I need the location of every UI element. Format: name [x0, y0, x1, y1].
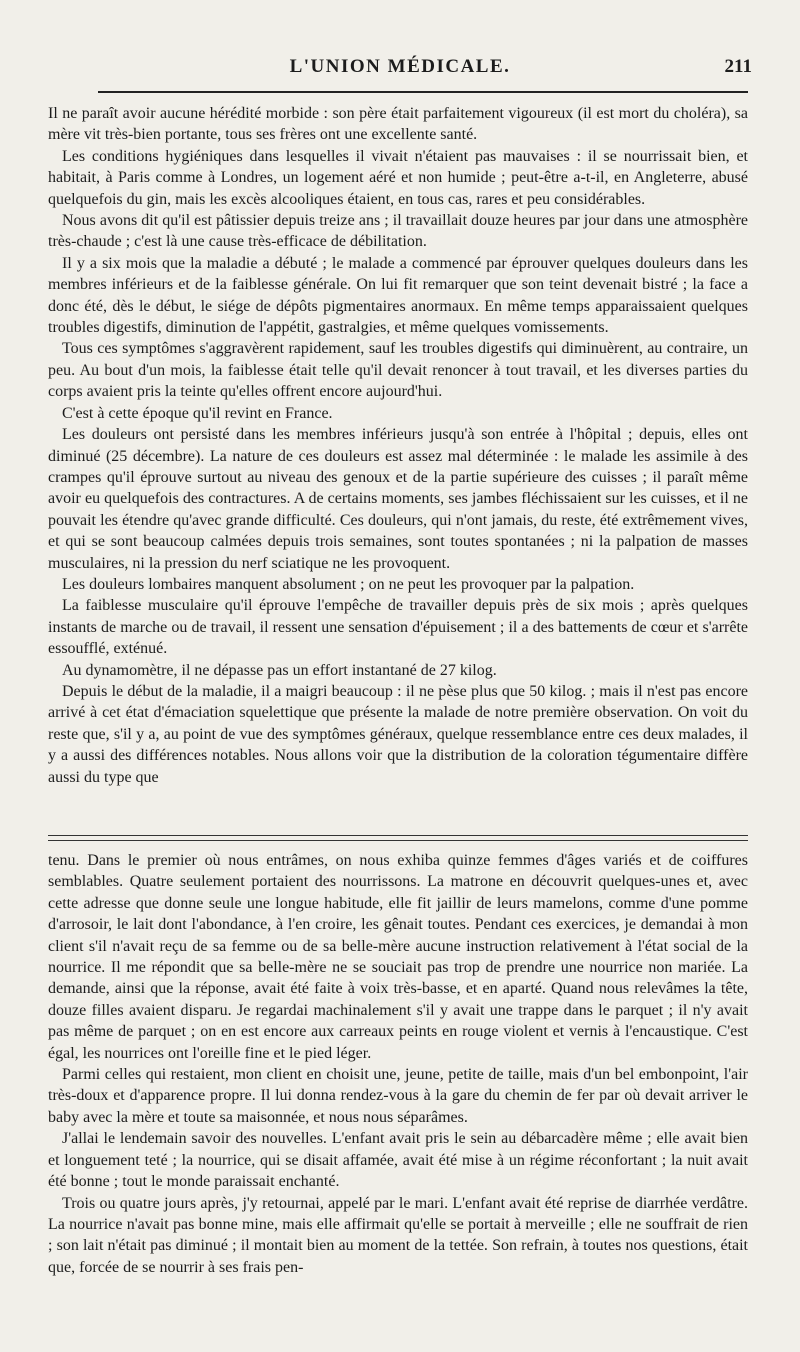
paragraph: Parmi celles qui restaient, mon client en choisit une, jeune, petite de taille, mais d'un bel embonpoint, l'air très-doux et d'apparence propre. Il lui donna rendez-vous à la gare du chemin de fer par où devait arriver le baby avec la mère et toute sa maisonnée, et nous nous séparâmes. [48, 1066, 748, 1126]
paragraph: Les conditions hygiéniques dans lesquelles il vivait n'étaient pas mauvaises : il se nourrissait bien, et habitait, à Paris comme à Londres, un logement aéré et non humide ; peut-être a-t-il, en Angleterre, abusé quelquefois du gin, mais les excès alcooliques étaient, en tous cas, rares et peu considérables. [48, 147, 748, 208]
paragraph: tenu. Dans le premier où nous entrâmes, on nous exhiba quinze femmes d'âges variés et de coiffures semblables. Quatre seulement portaient des nourrissons. La matrone en découvrit quelques-unes et, avec cette adresse que donne seule une longue habitude, elle fit jaillir de leurs mamelons, comme d'une pomme d'arrosoir, le lait dont l'abondance, à l'en croire, les gênait toutes. Pendant ces exercices, je demandai à mon client s'il n'avait reçu de sa femme ou de sa belle-mère aucune instruction relativement à l'état social de la nourrice. Il me répondit que sa belle-mère ne se souciait pas trop de prendre une nourrice non mariée. La demande, ainsi que la réponse, avait été faite à voix très-basse, et en aparté. Quand nous relevâmes la tête, douze filles avaient disparu. Je regardai machinalement s'il y avait une trappe dans le parquet ; il n'y avait pas même de parquet ; on en est encore aux carreaux peints en rouge violent et vernis à l'encaustique. C'est égal, les nourrices ont l'oreille fine et le pied léger. [48, 852, 748, 1062]
upper-article-text [48, 103, 748, 788]
paragraph: La faiblesse musculaire qu'il éprouve l'empêche de travailler depuis près de six mois ; après quelques instants de marche ou de travail, il ressent une sensation d'épuisement ; il a des battements de cœur et s'arrête essoufflé, exténué. [48, 597, 748, 658]
paragraph: Nous avons dit qu'il est pâtissier depuis treize ans ; il travaillait douze heures par jour dans une atmosphère très-chaude ; c'est là une cause très-efficace de débilitation. [48, 212, 748, 251]
journal-title: L'UNION MÉDICALE. [289, 56, 511, 77]
paragraph: Les douleurs lombaires manquent absolument ; on ne peut les provoquer par la palpation. [62, 575, 635, 593]
section-divider [48, 835, 748, 836]
paragraph: Trois ou quatre jours après, j'y retournai, appelé par le mari. L'enfant avait été reprise de diarrhée verdâtre. La nourrice n'avait pas bonne mine, mais elle affirmait qu'elle se portait à merveille ; elle ne souffrait de rien ; son lait n'était pas diminué ; il montait bien au moment de la tettée. Son refrain, à toutes nos questions, était que, forcée de se nourrir à ses frais pen- [48, 1194, 748, 1276]
paragraph: Depuis le début de la maladie, il a maigri beaucoup : il ne pèse plus que 50 kilog. ; mais il n'est pas encore arrivé à cet état d'émaciation squelettique que présente la malade de notre première observation. On voit du reste que, s'il y a, au point de vue des symptômes généraux, quelque ressemblance entre ces deux malades, il y a aussi des différences notables. Nous allons voir que la distribution de la coloration tégumentaire diffère aussi du type que [48, 682, 748, 786]
paragraph: Il ne paraît avoir aucune hérédité morbide : son père était parfaitement vigoureux (il est mort du choléra), sa mère vit très-bien portante, tous ses frères ont une excellente santé. [48, 105, 748, 144]
paragraph: Les douleurs ont persisté dans les membres inférieurs jusqu'à son entrée à l'hôpital ; depuis, elles ont diminué (25 décembre). La nature de ces douleurs est assez mal déterminée : le malade les assimile à des crampes qu'il éprouve surtout au niveau des genoux et de la partie supérieure des cuisses ; il paraît même avoir eu quelquefois des contractures. A de certains moments, ses jambes fléchissaient sur les cuisses, et il ne pouvait les étendre qu'avec grande difficulté. Ces douleurs, qui n'ont jamais, du reste, été extrêmement vives, et qui se sont beaucoup calmées depuis trois semaines, sont toutes spontanées ; ni la palpation de masses musculaires, ni la pression du nerf sciatique ne les provoquent. [48, 426, 748, 572]
paragraph: Tous ces symptômes s'aggravèrent rapidement, sauf les troubles digestifs qui diminuèrent, au contraire, un peu. Au bout d'un mois, la faiblesse était telle qu'il devait renoncer à tout travail, et les diverses parties du corps avaient pris la teinte qu'elles offrent encore aujourd'hui. [48, 340, 748, 401]
paragraph: Il y a six mois que la maladie a débuté ; le malade a commencé par éprouver quelques douleurs dans les membres inférieurs et de la faiblesse générale. On lui fit remarquer que son teint devenait bistré ; la face a donc été, dès le début, le siége de dépôts pigmentaires anormaux. En même temps apparaissaient quelques troubles digestifs, diminution de l'appétit, gastralgies, et même quelques vomissements. [48, 254, 748, 337]
paragraph: C'est à cette époque qu'il revint en France. [62, 404, 333, 422]
section-divider-second-line [48, 840, 748, 841]
paragraph: Au dynamomètre, il ne dépasse pas un effort instantané de 27 kilog. [62, 661, 497, 679]
paragraph: J'allai le lendemain savoir des nouvelles. L'enfant avait pris le sein au débarcadère même ; elle avait bien et longuement teté ; la nourrice, qui se disait affamée, avait été mise à un régime réconfortant ; la nuit avait été bonne ; tout le monde paraissait enchanté. [48, 1130, 748, 1191]
lower-feuilleton-text [48, 850, 748, 1278]
page-number: 211 [724, 56, 752, 77]
running-header [48, 52, 752, 84]
header-rule [98, 91, 748, 93]
